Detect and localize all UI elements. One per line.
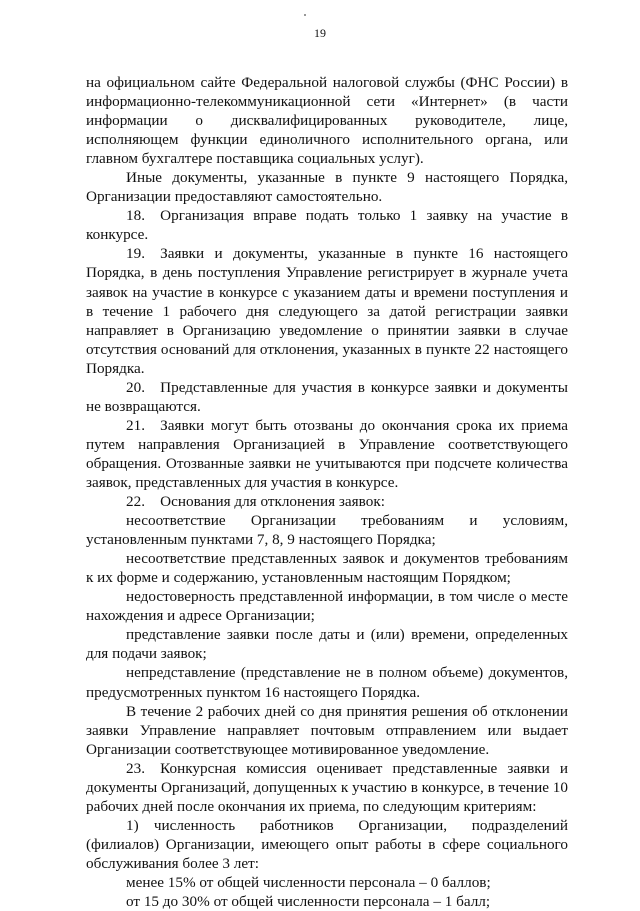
paragraph-fns-website: на официальном сайте Федеральной налоговой службы (ФНС России) в информационно-телекоммуникационной сети «Интернет» (в части информации о дисквалифицированных руководителе, лице, исполняющем функции единоличного исполнительного органа, или главном бухгалтере поставщика социальных услуг). — [86, 74, 568, 168]
page-number: 19 — [314, 26, 326, 40]
paragraph-item-19: 19. Заявки и документы, указанные в пункте 16 настоящего Порядка, в день поступления Управление регистрирует в журнале учета заявок на участие в конкурсе с указанием даты и времени поступления и в течение 1 рабочего дня следующего за датой регистрации заявки направляет в Организацию уведомление о принятии заявки в случае отсутствия оснований для отклонения, указанных в пункте 22 настоящего Порядка. — [86, 245, 568, 377]
rejection-reason-incomplete: непредставление (представление не в полном объеме) документов, предусмотренных пунктом 16 настоящего Порядка. — [86, 664, 568, 701]
paragraph-item-21: 21. Заявки могут быть отозваны до окончания срока их приема путем направления Организацией в Управление соответствующего обращения. Отозванные заявки не учитываются при подсчете количества заявок, представленных для участия в конкурсе. — [86, 416, 568, 491]
rejection-reason-form: несоответствие представленных заявок и документов требованиям к их форме и содержанию, установленным настоящим Порядком; — [86, 550, 568, 587]
paragraph-rejection-notice: В течение 2 рабочих дней со дня принятия решения об отклонении заявки Управление направляет почтовым отправлением или выдает Организации соответствующее мотивированное уведомление. — [86, 702, 568, 758]
criterion-1-score-1: от 15 до 30% от общей численности персонала – 1 балл; — [126, 893, 491, 911]
paragraph-item-18: 18. Организация вправе подать только 1 заявку на участие в конкурсе. — [86, 207, 568, 244]
paragraph-item-20: 20. Представленные для участия в конкурсе заявки и документы не возвращаются. — [86, 378, 568, 415]
document-body — [86, 73, 568, 911]
rejection-reason-unreliable: недостоверность представленной информации, в том числе о месте нахождения и адресе Организации; — [86, 588, 568, 625]
paragraph-other-documents: Иные документы, указанные в пункте 9 настоящего Порядка, Организации предоставляют самостоятельно. — [86, 169, 568, 206]
criterion-1: 1) численность работников Организации, подразделений (филиалов) Организации, имеющего опыт работы в сфере социального обслуживания более 3 лет: — [86, 816, 568, 872]
paragraph-item-22: 22. Основания для отклонения заявок: — [126, 493, 385, 511]
criterion-1-score-0: менее 15% от общей численности персонала – 0 баллов; — [126, 873, 491, 891]
rejection-reason-late: представление заявки после даты и (или) времени, определенных для подачи заявок; — [86, 626, 568, 663]
scan-speck — [304, 14, 306, 16]
rejection-reason-nonconformity: несоответствие Организации требованиям и условиям, установленным пунктами 7, 8, 9 настоящего Порядка; — [86, 512, 568, 549]
paragraph-item-23: 23. Конкурсная комиссия оценивает представленные заявки и документы Организаций, допущенных к участию в конкурсе, в течение 10 рабочих дней после окончания их приема, по следующим критериям: — [86, 759, 568, 815]
